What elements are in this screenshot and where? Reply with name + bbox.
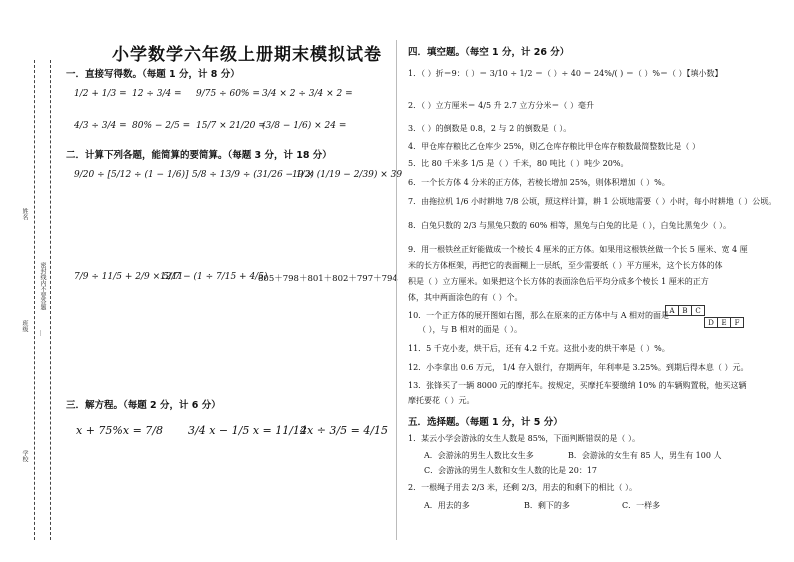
- mental-a2: 12 ÷ 3/4 =: [132, 89, 182, 99]
- page-center-divider: [396, 40, 397, 540]
- school-label: 学校: [21, 450, 28, 462]
- fill-q5: 5．比 80 千米多 1/5 是（ ）千米，80 吨比（ ）吨少 20%。: [408, 159, 629, 168]
- choice-q1-option-b: B．会游泳的女生有 85 人，男生有 100 人: [568, 451, 722, 460]
- fill-q9d: 体，其中两面涂色的有（ ）个。: [408, 293, 523, 302]
- mental-b2: 80% − 2/5 =: [132, 121, 191, 131]
- fill-q3: 3．（ ）的倒数是 0.8，2 与 2 的倒数是（ ）。: [408, 124, 572, 133]
- fill-q7: 7．由拖拉机 1/6 小时耕地 7/8 公顷，照这样计算，耕 1 公顷地需要（ ）小时，每小时耕地（ ）公顷。: [408, 197, 777, 206]
- fill-q11: 11．5 千克小麦，烘干后，还有 4.2 千克。这批小麦的烘干率是（ ）%。: [408, 344, 670, 353]
- net-face-f: F: [730, 317, 744, 328]
- calc-c5: 12/7 − (1 ÷ 7/15 + 4/5): [160, 272, 268, 282]
- binding-line-left: [34, 60, 35, 540]
- fill-q2: 2．（ ）立方厘米＝ 4/5 升 2.7 立方分米＝（ ）毫升: [408, 101, 594, 110]
- fill-q9c: 积是（ ）立方厘米。如果把这个长方体的表面涂色后平均分成多个棱长 1 厘米的正方: [408, 277, 709, 286]
- mental-b1: 4/3 ÷ 3/4 =: [74, 121, 127, 131]
- page-title: 小学数学六年级上册期末模拟试卷: [112, 45, 382, 65]
- net-face-a: A: [665, 305, 679, 316]
- calc-c6: 805＋798＋801＋802＋797＋794: [258, 274, 398, 284]
- mental-a4: 3/4 × 2 ÷ 3/4 × 2 =: [262, 89, 353, 99]
- choice-q2-option-a: A．用去的多: [424, 501, 470, 510]
- name-label: 姓名: [21, 208, 28, 220]
- choice-q1-option-a: A．会游泳的男生人数比女生多: [424, 451, 534, 460]
- equation-e1: x + 75%x = 7/8: [76, 424, 163, 437]
- section-4-heading: 四．填空题。（每空 1 分，计 26 分）: [408, 47, 570, 58]
- choice-q1: 1．某云小学会游泳的女生人数是 85%，下面判断错误的是（ ）。: [408, 434, 640, 443]
- net-face-d: D: [704, 317, 718, 328]
- net-face-c: C: [691, 305, 705, 316]
- mental-b3: 15/7 × 21/20 =: [196, 121, 266, 131]
- section-1-heading: 一．直接写得数。（每题 1 分，计 8 分）: [66, 69, 240, 80]
- fill-q13a: 13．张锋买了一辆 8000 元的摩托车。按规定，买摩托车要缴纳 10% 的车辆购置税，他买这辆: [408, 381, 747, 390]
- choice-q2-option-b: B．剩下的多: [524, 501, 570, 510]
- fill-q1: 1．（ ）折＝9：（ ）＝ 3/10 ÷ 1/2 ＝（ ）÷ 40 ＝ 24%/( ) ＝（ ）%＝（ ）【填小数】: [408, 69, 723, 78]
- section-3-heading: 三．解方程。（每题 2 分，计 6 分）: [66, 400, 221, 411]
- mental-a1: 1/2 + 1/3 =: [74, 89, 127, 99]
- choice-q2: 2．一根绳子用去 2/3 米，还剩 2/3，用去的和剩下的相比（ ）。: [408, 483, 638, 492]
- fill-q8: 8．白兔只数的 2/3 与黑兔只数的 60% 相等，黑兔与白兔的比是（ ），白兔比黑兔少（ ）。: [408, 221, 732, 230]
- fill-q10a: 10．一个正方体的展开图如右图，那么在原来的正方体中与 A 相对的面是: [408, 311, 670, 320]
- section-5-heading: 五．选择题。（每题 1 分，计 5 分）: [408, 417, 563, 428]
- calc-c2: 5/8 ÷ 13/9 ÷ (31/26 − 1/2): [192, 170, 314, 180]
- fill-q12: 12．小李拿出 0.6 万元， 1/4 存入银行，存期两年，年利率是 3.25%。到期后得本息（ ）元。: [408, 363, 749, 372]
- fill-q9b: 米的长方体框架，再把它的表面糊上一层纸，至少需要纸（ ）平方厘米，这个长方体的体: [408, 261, 723, 270]
- calc-c1: 9/20 ÷ [5/12 ÷ (1 − 1/6)]: [74, 170, 189, 180]
- mental-b4: (3/8 − 1/6) × 24 =: [262, 121, 347, 131]
- section-2-heading: 二．计算下列各题，能简算的要简算。（每题 3 分，计 18 分）: [66, 150, 332, 161]
- mental-a3: 9/75 ÷ 60% =: [196, 89, 260, 99]
- fill-q9a: 9．用一根铁丝正好能做成一个棱长 4 厘米的正方体。如果用这根铁丝做一个长 5 厘米、宽 4 厘: [408, 245, 748, 254]
- binding-line-right: [50, 60, 51, 540]
- net-face-b: B: [678, 305, 692, 316]
- choice-q1-option-c: C．会游泳的男生人数和女生人数的比是 20：17: [424, 466, 598, 475]
- fill-q10b: （ ），与 B 相对的面是（ ）。: [418, 325, 523, 334]
- calc-c4: 7/9 ÷ 11/5 + 2/9 × 5/11: [74, 272, 184, 282]
- fill-q13b: 摩托要花（ ）元。: [408, 396, 475, 405]
- equation-e3: 4x ÷ 3/5 = 4/15: [300, 424, 389, 437]
- class-label: 班级: [21, 320, 28, 332]
- seal-note: 密封线内不要答题: [39, 262, 46, 310]
- equation-e2: 3/4 x − 1/5 x = 11/12: [188, 424, 307, 437]
- choice-q2-option-c: C．一样多: [622, 501, 661, 510]
- seal-mark-1: …: [38, 330, 45, 336]
- fill-q6: 6．一个长方体 4 分米的正方体，若棱长增加 25%，则体积增加（ ）%。: [408, 178, 670, 187]
- fill-q4: 4．甲仓库存粮比乙仓库少 25%，则乙仓库存粮比甲仓库存粮数最简整数比是（ ）: [408, 142, 700, 151]
- calc-c3: 19 × (1/19 − 2/39) × 39: [292, 170, 403, 180]
- net-face-e: E: [717, 317, 731, 328]
